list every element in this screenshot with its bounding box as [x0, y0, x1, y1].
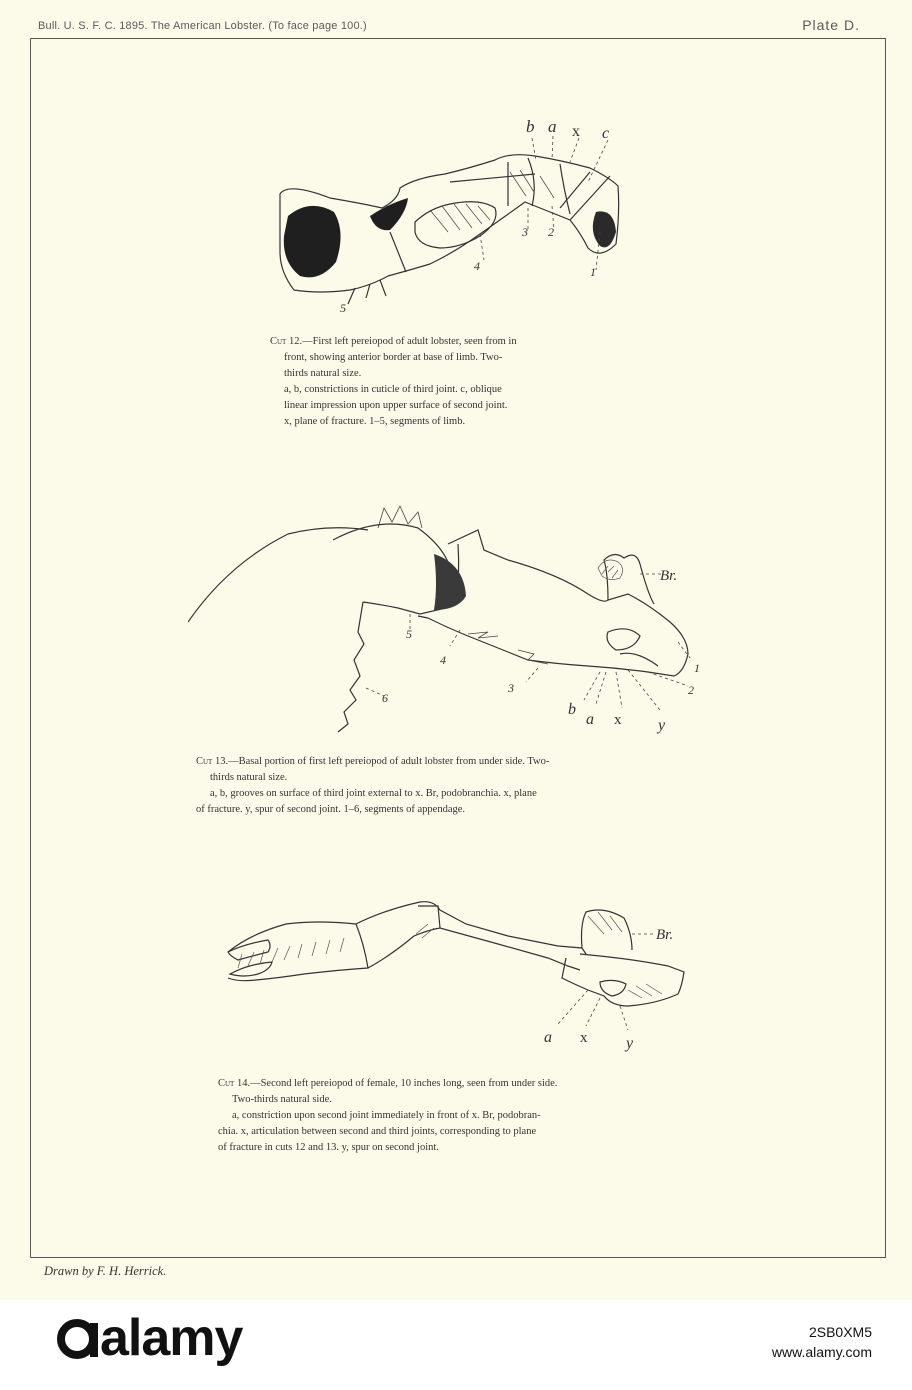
label-5: 5 [340, 301, 346, 315]
illustrator-credit: Drawn by F. H. Herrick. [44, 1264, 167, 1278]
label-c: c [602, 125, 610, 142]
plate-header [0, 17, 912, 37]
label-1: 1 [694, 661, 700, 675]
label-5: 5 [406, 627, 412, 641]
label-6: 6 [382, 691, 388, 705]
label-x: x [572, 123, 580, 140]
plate-number: Plate D. [802, 17, 860, 33]
label-1: 1 [590, 265, 596, 279]
label-br: Br. [660, 568, 678, 584]
label-a: a [586, 711, 594, 728]
label-y: y [626, 1035, 634, 1052]
label-br: Br. [656, 927, 674, 943]
figure-cut-14 [208, 894, 698, 1060]
figure-cut-12 [270, 112, 640, 322]
alamy-a-icon [56, 1309, 100, 1361]
watermark-url: www.alamy.com [771, 1344, 872, 1360]
label-a: a [548, 117, 557, 136]
label-4: 4 [474, 259, 480, 273]
caption-cut-13: Cut 13.—Basal portion of first left pereiopod of adult lobster from under side. Two- thirds natural size. a, b, grooves on surface of third joint external to x. Br, podobranchia. x, plane of fracture. y, spur of second joint. 1–6, segments of appendage. [196, 756, 550, 815]
label-b: b [526, 117, 535, 136]
label-4: 4 [440, 653, 446, 667]
image-id: 2SB0XM5 [808, 1324, 872, 1340]
caption-cut-14: Cut 14.—Second left pereiopod of female, 10 inches long, seen from under side. Two-thirds natural side. a, constriction upon second joint immediately in front of x. Br, podobran- chia. x, articulation between second and third joints, corresponding to plane of fracture in cuts 12 and 13. y, spur on second joint. [218, 1078, 558, 1153]
label-x: x [614, 712, 622, 728]
label-3: 3 [522, 225, 528, 239]
label-x: x [580, 1030, 588, 1046]
bulletin-reference: Bull. U. S. F. C. 1895. The American Lobster. (To face page 100.) [38, 20, 367, 32]
label-a: a [544, 1029, 552, 1046]
caption-cut-12: Cut 12.—First left pereiopod of adult lobster, seen from in front, showing anterior border at base of limb. Two- thirds natural size. a, b, constrictions in cuticle of third joint. c, oblique linear impression upon upper surface of second joint. x, plane of fracture. 1–5, segments of limb. [270, 336, 517, 427]
label-b: b [568, 701, 576, 718]
label-2: 2 [548, 225, 554, 239]
label-2: 2 [688, 683, 694, 697]
caption-cut-label: Cut 14. [218, 1078, 251, 1089]
figure-cut-13 [188, 504, 718, 740]
caption-cut-label: Cut 12. [270, 336, 303, 347]
watermark-info [772, 1322, 872, 1362]
label-3: 3 [508, 681, 514, 695]
caption-cut-label: Cut 13. [196, 756, 229, 767]
label-y: y [658, 717, 666, 734]
watermark-logo: alamy [56, 1308, 242, 1368]
